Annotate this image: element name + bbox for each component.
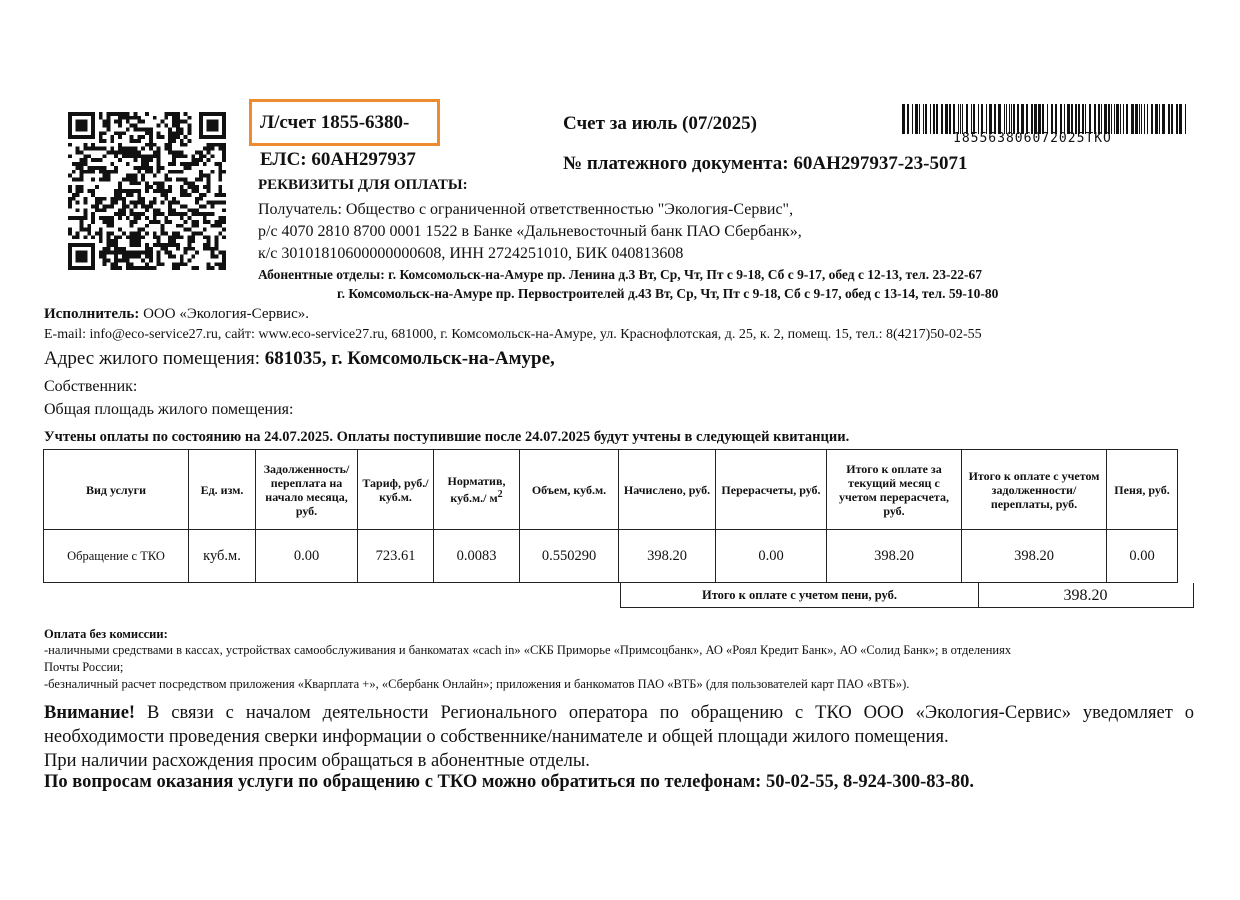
executor-contacts: E-mail: info@eco-service27.ru, сайт: www.eco-service27.ru, 681000, г. Комсомольск-на-Амуре, ул. Краснофлотская, д. 25, к. 2, помещ. 15, тел.: 8(4217)50-02-55 xyxy=(44,327,982,342)
col-due-month: Итого к оплате за текущий месяц с учетом перерасчета, руб. xyxy=(827,450,962,530)
payment-document-number: № платежного документа: 60АН297937-23-5071 xyxy=(563,153,968,174)
col-due-total: Итого к оплате с учетом задолженности/ переплаты, руб. xyxy=(962,450,1107,530)
col-norm-sup: 2 xyxy=(497,489,503,500)
qr-modules xyxy=(68,112,226,270)
executor-line xyxy=(44,306,309,323)
cell-due-total: 398.20 xyxy=(962,530,1107,583)
cell-recalc: 0.00 xyxy=(716,530,827,583)
attention-label: Внимание! xyxy=(44,703,136,723)
attention-notice xyxy=(44,701,1194,773)
personal-account-number: Л/счет 1855-6380- xyxy=(260,112,410,133)
col-tariff: Тариф, руб./ куб.м. xyxy=(358,450,434,530)
col-volume: Объем, куб.м. xyxy=(520,450,619,530)
payment-options-heading: Оплата без комиссии: xyxy=(44,627,168,641)
cell-volume: 0.550290 xyxy=(520,530,619,583)
col-recalc: Перерасчеты, руб. xyxy=(716,450,827,530)
executor-value: ООО «Экология-Сервис». xyxy=(139,306,309,322)
owner-label: Собственник: xyxy=(44,378,138,395)
payment-option-cash: -наличными средствами в кассах, устройствах самообслуживания и банкоматах «cach in» «СКБ Приморье «Примсоцбанк», АО «Роял Кредит Банк», АО «Солид Банк»; в отделениях xyxy=(44,643,1012,657)
address-label: Адрес жилого помещения: xyxy=(44,348,265,369)
executor-label: Исполнитель: xyxy=(44,306,140,322)
barcode xyxy=(902,104,1190,134)
total-label: Итого к оплате с учетом пени, руб. xyxy=(621,583,979,607)
payments-note: Учтены оплаты по состоянию на 24.07.2025. Оплаты поступившие после 24.07.2025 будут учтены в следующей квитанции. xyxy=(44,429,850,445)
payment-option-post: Почты России; xyxy=(44,660,124,674)
col-charged: Начислено, руб. xyxy=(619,450,716,530)
col-service: Вид услуги xyxy=(44,450,189,530)
cell-tariff: 723.61 xyxy=(358,530,434,583)
attention-text: В связи с началом деятельности Регионального оператора по обращению с ТКО ООО «Экология-Сервис» уведомляет о необходимости проведения сверки информации о собственнике/нанимателе и общей площади жилого помещения. xyxy=(44,703,1194,747)
cell-debt: 0.00 xyxy=(256,530,358,583)
total-with-penalty-row xyxy=(620,583,1194,608)
col-penalty: Пеня, руб. xyxy=(1107,450,1178,530)
office-lenina: Абонентные отделы: г. Комсомольск-на-Амуре пр. Ленина д.3 Вт, Ср, Чт, Пт с 9-18, Сб с 9-17, обед с 12-13, тел. 23-22-67 xyxy=(258,267,982,282)
attention-text-2: При наличии расхождения просим обращаться в абонентные отделы. xyxy=(44,751,590,771)
col-norm-text: Норматив, куб.м./ м xyxy=(447,474,506,505)
payment-option-cashless: -безналичный расчет посредством приложения «Кварплата +», «Сбербанк Онлайн»; приложения и банкоматов ПАО «ВТБ» (для пользователей карт ПАО «ВТБ»). xyxy=(44,677,910,691)
services-table xyxy=(43,449,1178,583)
bank-details-line: к/с 30101810600000000608, ИНН 2724251010, БИК 040813608 xyxy=(258,245,684,262)
els-number: ЕЛС: 60АН297937 xyxy=(260,149,416,170)
cell-due-month: 398.20 xyxy=(827,530,962,583)
cell-unit: куб.м. xyxy=(189,530,256,583)
recipient-line: Получатель: Общество с ограниченной ответственностью "Экология-Сервис", xyxy=(258,201,794,218)
address-value: 681035, г. Комсомольск-на-Амуре, xyxy=(264,348,555,369)
cell-charged: 398.20 xyxy=(619,530,716,583)
col-unit: Ед. изм. xyxy=(189,450,256,530)
table-row xyxy=(44,530,1178,583)
cell-norm: 0.0083 xyxy=(434,530,520,583)
col-debt: Задолженность/ переплата на начало месяца, руб. xyxy=(256,450,358,530)
bill-title: Счет за июль (07/2025) xyxy=(563,113,757,134)
qr-code xyxy=(68,112,226,270)
col-norm xyxy=(434,450,520,530)
total-value: 398.20 xyxy=(1063,587,1108,604)
cell-service: Обращение с ТКО xyxy=(44,530,189,583)
barcode-bars xyxy=(902,104,1186,134)
office-pervostroiteley: г. Комсомольск-на-Амуре пр. Первостроителей д.43 Вт, Ср, Чт, Пт с 9-18, Сб с 9-17, обед с 13-14, тел. 59-10-80 xyxy=(337,286,999,301)
cell-penalty: 0.00 xyxy=(1107,530,1178,583)
area-label: Общая площадь жилого помещения: xyxy=(44,401,294,418)
requisites-heading: РЕКВИЗИТЫ ДЛЯ ОПЛАТЫ: xyxy=(258,177,468,193)
barcode-number: 185563806072025TKO xyxy=(953,131,1112,146)
support-phones: По вопросам оказания услуги по обращению с ТКО можно обратиться по телефонам: 50-02-55, 8-924-300-83-80. xyxy=(44,772,975,792)
property-address xyxy=(44,348,555,370)
bank-account-line: р/с 4070 2810 8700 0001 1522 в Банке «Дальневосточный банк ПАО Сбербанк», xyxy=(258,223,802,240)
table-header-row xyxy=(44,450,1178,530)
